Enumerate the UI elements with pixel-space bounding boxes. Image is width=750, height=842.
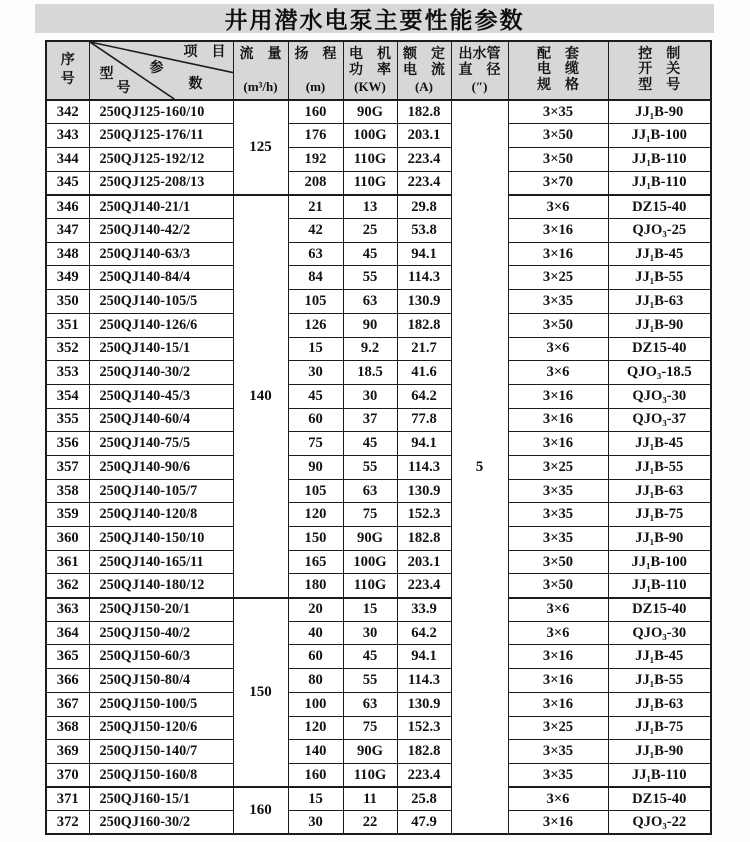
cell-switch: DZ15-40 [608, 787, 711, 811]
cell-power: 63 [343, 692, 397, 716]
cell-current: 223.4 [397, 171, 451, 195]
cell-power: 55 [343, 266, 397, 290]
cell-head: 42 [288, 219, 343, 243]
header-outlet-line1: 出水管 [458, 47, 501, 62]
cell-current: 94.1 [397, 432, 451, 456]
table-row [46, 645, 711, 669]
cell-cable: 3×35 [508, 290, 608, 314]
cell-power: 90G [343, 100, 397, 124]
table-row [46, 574, 711, 598]
cell-model: 250QJ140-120/8 [89, 503, 233, 527]
cell-model: 250QJ150-40/2 [89, 621, 233, 645]
cell-power: 55 [343, 455, 397, 479]
table-row [46, 384, 711, 408]
cell-switch: JJ₁B-45 [608, 645, 711, 669]
cell-head: 165 [288, 550, 343, 574]
cell-current: 182.8 [397, 100, 451, 124]
cell-head: 126 [288, 313, 343, 337]
cell-model: 250QJ140-180/12 [89, 574, 233, 598]
cell-head: 40 [288, 621, 343, 645]
cell-switch: JJ₁B-75 [608, 503, 711, 527]
cell-serial: 370 [46, 763, 89, 787]
cell-current: 114.3 [397, 455, 451, 479]
cell-current: 182.8 [397, 527, 451, 551]
cell-power: 90 [343, 313, 397, 337]
cell-serial: 368 [46, 716, 89, 740]
cell-serial: 357 [46, 455, 89, 479]
cell-head: 15 [288, 337, 343, 361]
cell-model: 250QJ150-80/4 [89, 669, 233, 693]
cell-cable: 3×50 [508, 550, 608, 574]
cell-cable: 3×35 [508, 763, 608, 787]
cell-serial: 349 [46, 266, 89, 290]
cell-head: 60 [288, 408, 343, 432]
cell-power: 63 [343, 479, 397, 503]
cell-serial: 348 [46, 242, 89, 266]
table-row [46, 290, 711, 314]
cell-cable: 3×6 [508, 337, 608, 361]
header-power-line1: 电 机 [349, 47, 391, 62]
cell-model: 250QJ125-160/10 [89, 100, 233, 124]
cell-power: 90G [343, 527, 397, 551]
cell-cable: 3×35 [508, 100, 608, 124]
cell-cable: 3×16 [508, 669, 608, 693]
cell-head: 80 [288, 669, 343, 693]
cell-serial: 363 [46, 598, 89, 622]
cell-current: 21.7 [397, 337, 451, 361]
cell-power: 22 [343, 811, 397, 835]
cell-power: 45 [343, 432, 397, 456]
cell-power: 63 [343, 290, 397, 314]
cell-current: 152.3 [397, 716, 451, 740]
cell-switch: JJ₁B-45 [608, 432, 711, 456]
cell-cable: 3×25 [508, 716, 608, 740]
cell-model: 250QJ125-176/11 [89, 124, 233, 148]
cell-switch: JJ₁B-75 [608, 716, 711, 740]
cell-model: 250QJ140-63/3 [89, 242, 233, 266]
cell-cable: 3×35 [508, 527, 608, 551]
table-row [46, 432, 711, 456]
cell-head: 160 [288, 100, 343, 124]
cell-current: 64.2 [397, 621, 451, 645]
table-row [46, 455, 711, 479]
cell-model: 250QJ150-100/5 [89, 692, 233, 716]
cell-current: 94.1 [397, 645, 451, 669]
cell-current: 114.3 [397, 669, 451, 693]
table-row [46, 763, 711, 787]
cell-cable: 3×16 [508, 384, 608, 408]
cell-cable: 3×25 [508, 266, 608, 290]
cell-current: 114.3 [397, 266, 451, 290]
header-switch-line1: 控 制 [638, 47, 681, 62]
cell-serial: 360 [46, 527, 89, 551]
cell-switch: JJ₁B-63 [608, 692, 711, 716]
table-row [46, 550, 711, 574]
table-row [46, 811, 711, 835]
cell-cable: 3×6 [508, 361, 608, 385]
cell-model: 250QJ140-150/10 [89, 527, 233, 551]
table-row [46, 503, 711, 527]
table-row [46, 124, 711, 148]
cell-serial: 345 [46, 171, 89, 195]
cell-model: 250QJ125-208/13 [89, 171, 233, 195]
cell-current: 77.8 [397, 408, 451, 432]
cell-power: 110G [343, 171, 397, 195]
cell-flow-merged: 140 [233, 195, 288, 598]
cell-head: 21 [288, 195, 343, 219]
page-title: 井用潜水电泵主要性能参数 [35, 4, 714, 33]
cell-model: 250QJ140-126/6 [89, 313, 233, 337]
table-row [46, 337, 711, 361]
cell-current: 41.6 [397, 361, 451, 385]
header-power-line2: 功 率 [349, 63, 391, 79]
cell-cable: 3×6 [508, 787, 608, 811]
cell-head: 15 [288, 787, 343, 811]
cell-head: 100 [288, 692, 343, 716]
cell-cable: 3×50 [508, 313, 608, 337]
cell-switch: QJO₃-30 [608, 621, 711, 645]
header-cable-line2: 电 缆 [537, 62, 579, 78]
cell-current: 25.8 [397, 787, 451, 811]
cell-serial: 344 [46, 148, 89, 172]
cell-head: 105 [288, 290, 343, 314]
cell-current: 203.1 [397, 124, 451, 148]
cell-model: 250QJ150-120/6 [89, 716, 233, 740]
cell-model: 250QJ140-165/11 [89, 550, 233, 574]
table-row [46, 408, 711, 432]
table-row [46, 313, 711, 337]
cell-switch: JJ₁B-90 [608, 740, 711, 764]
cell-cable: 3×6 [508, 195, 608, 219]
cell-switch: JJ₁B-90 [608, 313, 711, 337]
cell-power: 25 [343, 219, 397, 243]
cell-model: 250QJ160-15/1 [89, 787, 233, 811]
cell-serial: 343 [46, 124, 89, 148]
cell-head: 60 [288, 645, 343, 669]
cell-power: 75 [343, 716, 397, 740]
cell-switch: JJ₁B-110 [608, 763, 711, 787]
cell-power: 90G [343, 740, 397, 764]
cell-switch: JJ₁B-55 [608, 669, 711, 693]
table-row [46, 527, 711, 551]
cell-head: 176 [288, 124, 343, 148]
table-row [46, 361, 711, 385]
cell-current: 130.9 [397, 692, 451, 716]
cell-current: 47.9 [397, 811, 451, 835]
cell-model: 250QJ140-42/2 [89, 219, 233, 243]
header-cable-line3: 规 格 [537, 77, 579, 93]
cell-switch: QJO₃-22 [608, 811, 711, 835]
cell-switch: JJ₁B-110 [608, 171, 711, 195]
header-current [397, 41, 451, 100]
cell-head: 180 [288, 574, 343, 598]
cell-head: 20 [288, 598, 343, 622]
cell-cable: 3×16 [508, 219, 608, 243]
cell-model: 250QJ140-60/4 [89, 408, 233, 432]
cell-switch: JJ₁B-55 [608, 455, 711, 479]
cell-switch: JJ₁B-55 [608, 266, 711, 290]
pump-parameters-table [45, 40, 712, 835]
cell-cable: 3×16 [508, 242, 608, 266]
cell-power: 110G [343, 763, 397, 787]
header-param-char2: 数 [188, 77, 203, 92]
cell-cable: 3×35 [508, 503, 608, 527]
header-current-line1: 额 定 [403, 47, 445, 62]
header-power-unit: (KW) [354, 78, 386, 94]
cell-outlet-merged: 5 [451, 100, 508, 834]
cell-cable: 3×16 [508, 432, 608, 456]
table-row [46, 716, 711, 740]
cell-current: 223.4 [397, 148, 451, 172]
header-serial-line1: 序 [60, 53, 75, 69]
cell-switch: DZ15-40 [608, 337, 711, 361]
header-current-unit: (A) [414, 78, 434, 94]
cell-power: 100G [343, 550, 397, 574]
cell-cable: 3×50 [508, 148, 608, 172]
header-serial-line2: 号 [60, 71, 75, 87]
cell-model: 250QJ140-45/3 [89, 384, 233, 408]
header-head-title: 扬 程 [294, 47, 337, 62]
cell-switch: JJ₁B-63 [608, 479, 711, 503]
cell-serial: 356 [46, 432, 89, 456]
cell-power: 30 [343, 384, 397, 408]
cell-serial: 358 [46, 479, 89, 503]
cell-flow-merged: 160 [233, 787, 288, 834]
cell-serial: 372 [46, 811, 89, 835]
cell-serial: 361 [46, 550, 89, 574]
cell-cable: 3×16 [508, 645, 608, 669]
cell-model: 250QJ140-15/1 [89, 337, 233, 361]
cell-head: 208 [288, 171, 343, 195]
cell-power: 13 [343, 195, 397, 219]
cell-power: 15 [343, 598, 397, 622]
cell-head: 45 [288, 384, 343, 408]
cell-power: 37 [343, 408, 397, 432]
cell-head: 105 [288, 479, 343, 503]
header-model-char1: 型 [99, 67, 114, 82]
cell-switch: JJ₁B-100 [608, 124, 711, 148]
cell-switch: DZ15-40 [608, 598, 711, 622]
cell-model: 250QJ150-20/1 [89, 598, 233, 622]
cell-cable: 3×35 [508, 479, 608, 503]
cell-current: 130.9 [397, 479, 451, 503]
cell-current: 152.3 [397, 503, 451, 527]
header-flow-title: 流 量 [239, 47, 282, 62]
table-row [46, 219, 711, 243]
header-cable-line1: 配 套 [537, 47, 579, 62]
cell-switch: QJO₃-37 [608, 408, 711, 432]
header-outlet-line2: 直 径 [458, 63, 501, 79]
cell-current: 33.9 [397, 598, 451, 622]
table-row [46, 148, 711, 172]
cell-cable: 3×16 [508, 811, 608, 835]
cell-power: 110G [343, 574, 397, 598]
header-current-line2: 电 流 [403, 63, 445, 79]
cell-serial: 352 [46, 337, 89, 361]
cell-model: 250QJ140-75/5 [89, 432, 233, 456]
cell-serial: 347 [46, 219, 89, 243]
header-row [46, 41, 711, 100]
cell-switch: JJ₁B-90 [608, 100, 711, 124]
header-head-unit: (m) [305, 78, 326, 94]
cell-current: 94.1 [397, 242, 451, 266]
cell-serial: 355 [46, 408, 89, 432]
cell-model: 250QJ140-105/7 [89, 479, 233, 503]
cell-switch: DZ15-40 [608, 195, 711, 219]
cell-serial: 342 [46, 100, 89, 124]
header-power [343, 41, 397, 100]
cell-switch: JJ₁B-100 [608, 550, 711, 574]
cell-cable: 3×6 [508, 598, 608, 622]
cell-model: 250QJ150-60/3 [89, 645, 233, 669]
cell-serial: 346 [46, 195, 89, 219]
cell-cable: 3×25 [508, 455, 608, 479]
table-row [46, 692, 711, 716]
table-row [46, 598, 711, 622]
table-row [46, 669, 711, 693]
cell-cable: 3×35 [508, 740, 608, 764]
cell-head: 63 [288, 242, 343, 266]
cell-head: 192 [288, 148, 343, 172]
cell-model: 250QJ150-160/8 [89, 763, 233, 787]
cell-current: 182.8 [397, 740, 451, 764]
table-row [46, 787, 711, 811]
cell-model: 250QJ140-90/6 [89, 455, 233, 479]
header-item-label: 项 目 [183, 45, 226, 60]
table-row [46, 171, 711, 195]
cell-power: 11 [343, 787, 397, 811]
header-head [288, 41, 343, 100]
cell-switch: JJ₁B-90 [608, 527, 711, 551]
cell-head: 160 [288, 763, 343, 787]
cell-serial: 362 [46, 574, 89, 598]
header-param-char1: 参 [149, 61, 164, 76]
cell-head: 30 [288, 361, 343, 385]
cell-cable: 3×70 [508, 171, 608, 195]
cell-head: 90 [288, 455, 343, 479]
cell-switch: QJO₃-30 [608, 384, 711, 408]
header-model-char2: 号 [116, 81, 131, 96]
cell-model: 250QJ140-84/4 [89, 266, 233, 290]
cell-model: 250QJ160-30/2 [89, 811, 233, 835]
cell-head: 30 [288, 811, 343, 835]
cell-power: 45 [343, 645, 397, 669]
cell-flow-merged: 125 [233, 100, 288, 195]
cell-switch: QJO₃-25 [608, 219, 711, 243]
cell-power: 55 [343, 669, 397, 693]
cell-model: 250QJ125-192/12 [89, 148, 233, 172]
cell-current: 53.8 [397, 219, 451, 243]
cell-switch: QJO₃-18.5 [608, 361, 711, 385]
cell-switch: JJ₁B-63 [608, 290, 711, 314]
cell-cable: 3×16 [508, 408, 608, 432]
cell-power: 75 [343, 503, 397, 527]
cell-current: 182.8 [397, 313, 451, 337]
cell-power: 9.2 [343, 337, 397, 361]
cell-cable: 3×6 [508, 621, 608, 645]
header-outlet-unit: (″) [471, 78, 488, 94]
cell-current: 203.1 [397, 550, 451, 574]
cell-head: 140 [288, 740, 343, 764]
cell-head: 120 [288, 716, 343, 740]
cell-serial: 351 [46, 313, 89, 337]
header-switch [608, 41, 711, 100]
cell-model: 250QJ140-21/1 [89, 195, 233, 219]
cell-current: 130.9 [397, 290, 451, 314]
cell-cable: 3×50 [508, 574, 608, 598]
cell-current: 223.4 [397, 763, 451, 787]
table-row [46, 266, 711, 290]
header-outlet [451, 41, 508, 100]
cell-power: 18.5 [343, 361, 397, 385]
cell-switch: JJ₁B-110 [608, 148, 711, 172]
cell-switch: JJ₁B-110 [608, 574, 711, 598]
cell-serial: 366 [46, 669, 89, 693]
cell-cable: 3×16 [508, 692, 608, 716]
cell-serial: 369 [46, 740, 89, 764]
table-row [46, 740, 711, 764]
cell-model: 250QJ140-105/5 [89, 290, 233, 314]
table-row [46, 100, 711, 124]
cell-model: 250QJ140-30/2 [89, 361, 233, 385]
cell-serial: 359 [46, 503, 89, 527]
header-flow-unit: (m³/h) [243, 78, 278, 94]
cell-switch: JJ₁B-45 [608, 242, 711, 266]
cell-head: 120 [288, 503, 343, 527]
cell-head: 84 [288, 266, 343, 290]
table-row [46, 479, 711, 503]
cell-power: 45 [343, 242, 397, 266]
cell-serial: 353 [46, 361, 89, 385]
cell-serial: 354 [46, 384, 89, 408]
cell-current: 64.2 [397, 384, 451, 408]
cell-power: 110G [343, 148, 397, 172]
header-serial [46, 41, 89, 100]
cell-power: 100G [343, 124, 397, 148]
table-row [46, 195, 711, 219]
header-switch-line3: 型 号 [638, 77, 681, 93]
header-flow [233, 41, 288, 100]
cell-head: 150 [288, 527, 343, 551]
header-switch-line2: 开 关 [638, 62, 681, 78]
cell-power: 30 [343, 621, 397, 645]
cell-current: 223.4 [397, 574, 451, 598]
cell-serial: 371 [46, 787, 89, 811]
header-cable [508, 41, 608, 100]
cell-serial: 364 [46, 621, 89, 645]
table-row [46, 242, 711, 266]
cell-serial: 365 [46, 645, 89, 669]
cell-model: 250QJ150-140/7 [89, 740, 233, 764]
table-row [46, 621, 711, 645]
header-model-diagonal [89, 41, 233, 100]
cell-head: 75 [288, 432, 343, 456]
cell-cable: 3×50 [508, 124, 608, 148]
cell-serial: 367 [46, 692, 89, 716]
cell-flow-merged: 150 [233, 598, 288, 788]
cell-current: 29.8 [397, 195, 451, 219]
cell-serial: 350 [46, 290, 89, 314]
